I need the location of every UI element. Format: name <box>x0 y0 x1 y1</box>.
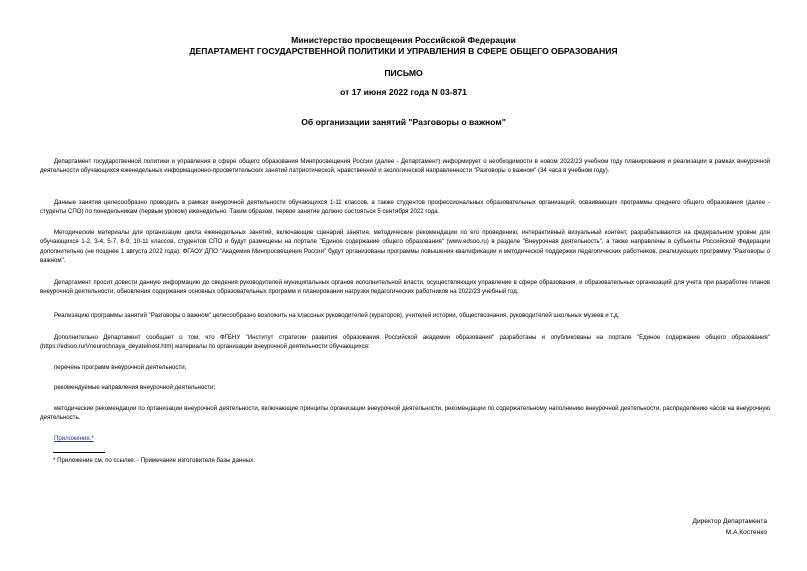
appendix-block <box>40 434 770 443</box>
paragraph: Департамент государственной политики и управления в сфере общего образования Минпросвещения России (далее - Департамент) информирует о необходимости в новом 2022/23 учебном году планирования и реализации в рамках внеурочной деятельности обучающихся еженедельных информационно-просветительских занятий патриотической, нравственной и экологической направленности "Разговоры о важном" (34 часа в учебном году). <box>40 158 770 175</box>
department-title: ДЕПАРТАМЕНТ ГОСУДАРСТВЕННОЙ ПОЛИТИКИ И УПРАВЛЕНИЯ В СФЕРЕ ОБЩЕГО ОБРАЗОВАНИЯ <box>189 46 618 56</box>
list-item: методические рекомендации по организации внеурочной деятельности, включающие принципы организации внеурочной деятельности, рекомендации по содержательному наполнению внеурочной деятельности, распределению часов на внеурочную деятельность. <box>40 405 770 422</box>
list-item: рекомендуемые направления внеурочной деятельности; <box>54 384 216 391</box>
signature-position: Директор Департамента <box>692 518 767 525</box>
footnote-divider <box>53 452 105 453</box>
paragraph: Департамент просит довести данную информацию до сведения руководителей муниципальных органов исполнительной власти, осуществляющих управление в сфере образования, и образовательных организаций для учета при разработке планов внеурочной деятельности, обновления содержания основных образовательных программ и планировании нагрузки педагогических работников на 2022/23 учебный год. <box>40 279 770 296</box>
footnote: * Приложение см. по ссылке. - Примечание изготовителя базы данных. <box>53 457 255 464</box>
paragraph: Методические материалы для организации цикла еженедельных занятий, включающие сценарий занятия, методические рекомендации по его проведению, интерактивный визуальный контент, разрабатываются на федеральном уровне для обучающихся 1-2, 3-4, 5-7, 8-9, 10-11 классов, студентов СПО и будут размещены на портале "Единое содержание общего образования" (www.edsoo.ru) в разделе "Внеурочная деятельность", а также направлены в субъекты Российской Федерации дополнительно (не позднее 1 августа 2022 года). ФГАОУ ДПО "Академия Минпросвещения России" будут организованы программы повышения квалификации и методической поддержки педагогических работников, реализующих программу "Разговоры о важном". <box>40 229 770 265</box>
paragraph: Дополнительно Департамент сообщает о том, что ФГБНУ "Институт стратегии развития образования Российской академии образования" разработаны и опубликованы на портале "Единое содержание общего образования" (https://edsoo.ru/Vneurochnaya_deyatelnost.htm) материалы по организации внеурочной деятельности обучающихся: <box>40 334 770 351</box>
list-item: перечень программ внеурочной деятельности; <box>54 364 187 371</box>
signature-name: М.А.Костенко <box>725 529 767 536</box>
document-date-number: от 17 июня 2022 года N 03-871 <box>340 87 467 97</box>
document-type: ПИСЬМО <box>384 68 423 78</box>
paragraph: Реализацию программы занятий "Разговоры о важном" целесообразно возложить на классных руководителей (кураторов), учителей истории, обществознания, руководителей школьных музеев и т.д. <box>54 312 620 319</box>
paragraph: Данные занятия целесообразно проводить в рамках внеурочной деятельности обучающихся 1-11 классов, а также студентов профессиональных образовательных организаций, осваивающих программы среднего общего образования (далее - студенты СПО) по понедельникам (первым уроком) еженедельно. Таким образом, первое занятие должно состояться 5 сентября 2022 года. <box>40 199 770 216</box>
document-subject: Об организации занятий "Разговоры о важном" <box>301 117 506 127</box>
ministry-title: Министерство просвещения Российской Федерации <box>291 35 516 45</box>
appendix-link[interactable]: Приложение.* <box>54 435 94 442</box>
